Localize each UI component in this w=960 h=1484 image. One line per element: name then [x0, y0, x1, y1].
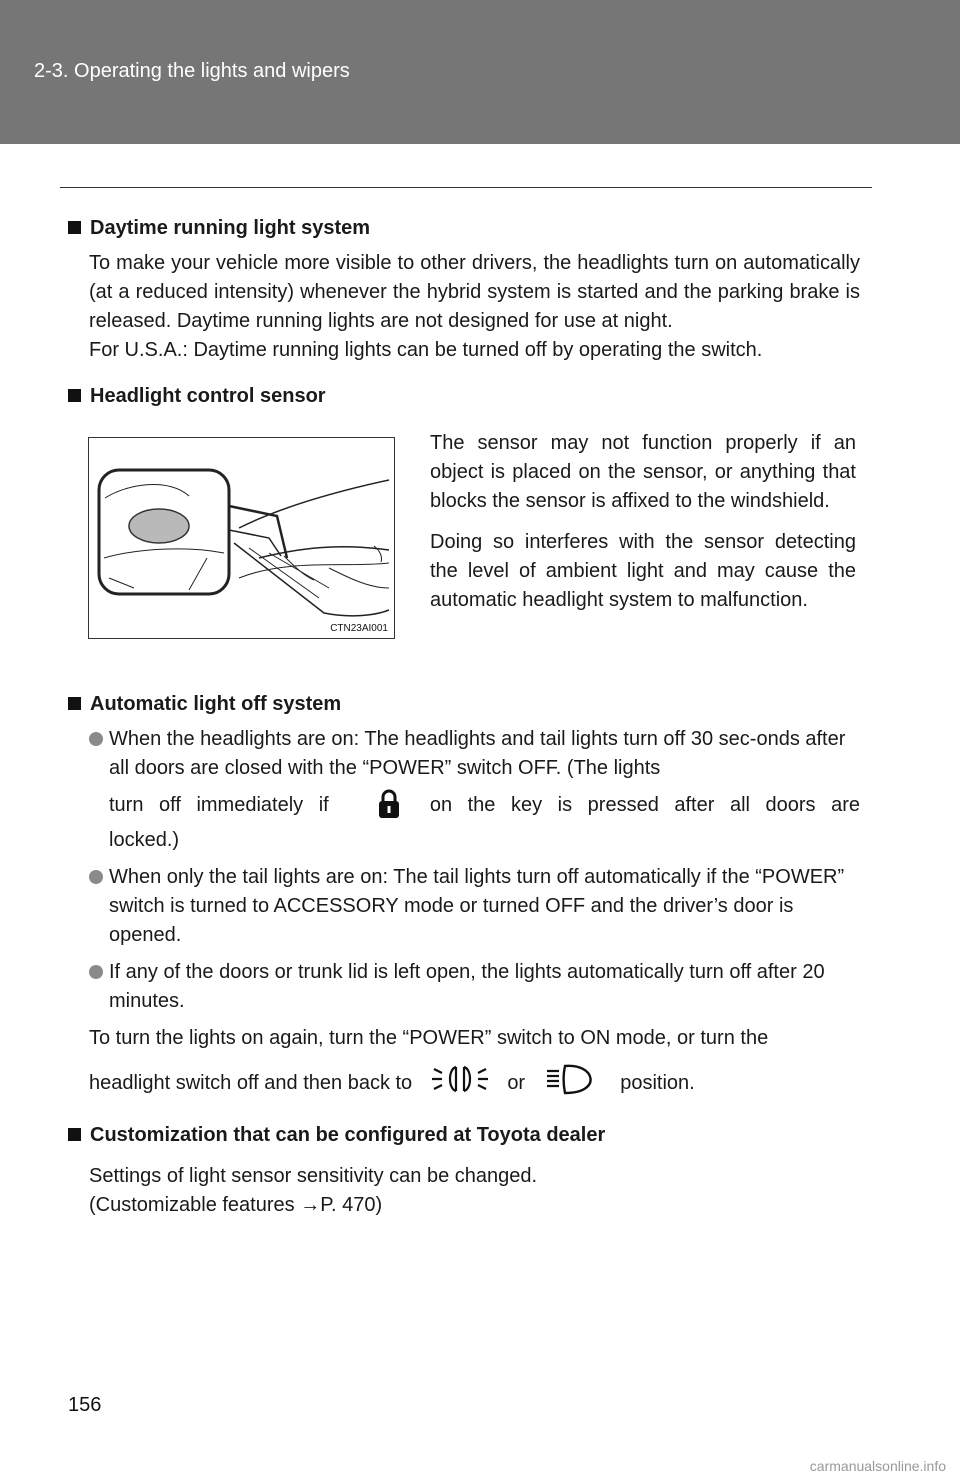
watermark: carmanualsonline.info	[809, 1458, 946, 1474]
square-bullet-icon	[68, 697, 81, 710]
square-bullet-icon	[68, 1128, 81, 1141]
list-item: When only the tail lights are on: The tail lights turn off automatically if the “POWER” switch is turned to ACCESSORY mode or turned OFF and the driver’s door is opened.	[89, 863, 860, 950]
drl-usa-note: For U.S.A.: Daytime running lights can be turned off by operating the switch.	[89, 339, 763, 361]
section-heading: 2-3. Operating the lights and wipers	[34, 60, 350, 82]
custom-line-2: (Customizable features →P. 470)	[89, 1194, 383, 1216]
square-bullet-icon	[68, 221, 81, 234]
drl-body: To make your vehicle more visible to other drivers, the headlights turn on automatically (at a reduced intensity) whenever the hybrid system is started and the parking brake is released. Daytime running lights are not designed for use at night.	[89, 252, 860, 332]
sensor-description	[430, 429, 856, 627]
figure-code: CTN23AI001	[330, 623, 388, 634]
sensor-title: Headlight control sensor	[68, 381, 860, 411]
sensor-row	[68, 417, 860, 689]
headlight-position-icon	[545, 1063, 601, 1104]
drl-title: Daytime running light system	[68, 213, 860, 243]
lock-icon	[344, 793, 414, 819]
auto-off-title: Automatic light off system	[68, 689, 860, 719]
drl-section	[68, 213, 860, 365]
list-item: If any of the doors or trunk lid is left open, the lights automatically turn off after 20 minutes.	[89, 958, 860, 1016]
page-content	[68, 213, 860, 1236]
page-number: 156	[68, 1394, 102, 1416]
page-header	[0, 0, 960, 144]
list-item: When the headlights are on: The headlights and tail lights turn off 30 sec-onds after all doors are closed with the “POWER” switch OFF. (The lights turn off immediately if on the key is pressed after all doors are locked.)	[89, 725, 860, 855]
custom-line-1: Settings of light sensor sensitivity can be changed.	[89, 1165, 538, 1187]
sensor-location-illustration	[89, 438, 394, 638]
custom-section	[68, 1120, 860, 1220]
tail-light-position-icon	[432, 1063, 488, 1104]
round-bullet-icon	[89, 870, 103, 884]
custom-title: Customization that can be configured at Toyota dealer	[68, 1120, 860, 1150]
square-bullet-icon	[68, 389, 81, 402]
sensor-illustration	[88, 437, 395, 639]
auto-off-after-line-2: headlight switch off and then back to or position.	[89, 1063, 860, 1104]
sensor-para-1: The sensor may not function properly if an object is placed on the sensor, or anything that blocks the sensor is affixed to the windshield.	[430, 432, 856, 512]
round-bullet-icon	[89, 965, 103, 979]
divider	[60, 187, 872, 188]
sensor-para-2: Doing so interferes with the sensor detecting the level of ambient light and may cause the automatic headlight system to malfunction.	[430, 531, 856, 611]
sensor-section	[68, 381, 860, 689]
round-bullet-icon	[89, 732, 103, 746]
auto-off-after-line-1: To turn the lights on again, turn the “POWER” switch to ON mode, or turn the	[89, 1027, 769, 1049]
auto-off-section	[68, 689, 860, 1104]
